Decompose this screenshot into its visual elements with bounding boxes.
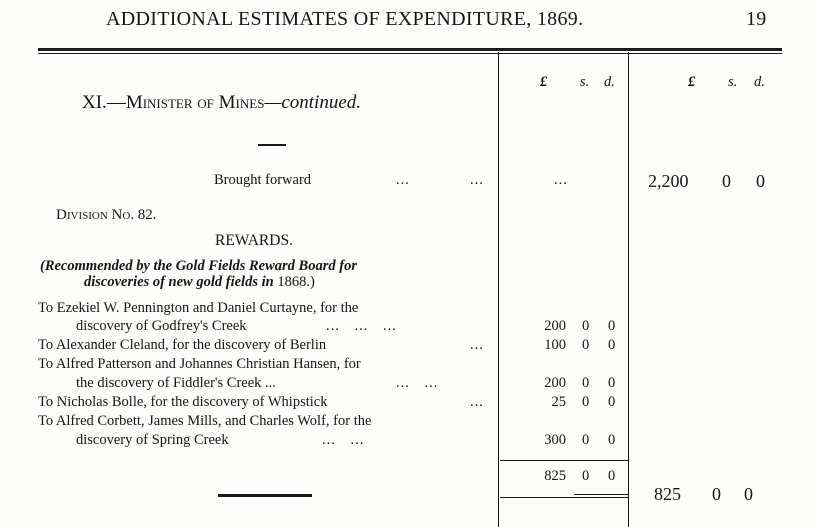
right-pence-heading: d. [754,74,765,90]
item-5-pounds: 300 [544,432,566,448]
subtotal-rule-bottom-2 [500,497,628,498]
item-5-line-1: To Alfred Corbett, James Mills, and Charles Wolf, for the [38,413,372,429]
subtotal-rule-bottom [574,494,628,495]
item-3-pounds: 200 [544,375,566,391]
left-shilling-heading: s. [580,74,590,90]
subtotal-shillings: 0 [582,468,590,484]
item-1-pounds: 200 [544,318,566,334]
item-5-shillings: 0 [582,432,590,448]
item-1-shillings: 0 [582,318,590,334]
total-pence: 0 [744,484,753,504]
item-4-line-1: To Nicholas Bolle, for the discovery of Whipstick [38,394,328,410]
item-5-dots: ... ... [322,432,365,448]
item-2-shillings: 0 [582,337,590,353]
note-line-2 [84,274,315,291]
section-divider [258,144,286,146]
column-rule-1 [498,52,499,527]
note-line-2-italic: discoveries of new gold fields in [84,274,274,290]
item-4-shillings: 0 [582,394,590,410]
item-3-dots: ... ... [396,375,439,391]
note-line-1: (Recommended by the Gold Fields Reward Board for [40,258,357,274]
section-suffix: —continued. [264,92,362,113]
brought-forward-label: Brought forward [214,172,312,188]
left-pence-heading: d. [604,74,615,90]
item-3-line-2: the discovery of Fiddler's Creek ... [76,375,276,391]
page-number: 19 [746,8,767,30]
division-label: Division No. 82. [56,207,157,223]
item-3-shillings: 0 [582,375,590,391]
item-1-line-2: discovery of Godfrey's Creek [76,318,247,334]
left-pound-heading: £ [540,74,548,90]
item-2-pence: 0 [608,337,616,353]
item-1-line-1: To Ezekiel W. Pennington and Daniel Curtayne, for the [38,300,359,316]
brought-forward-dots-1: ... [396,172,410,188]
page-header-title: ADDITIONAL ESTIMATES OF EXPENDITURE, 1869. [106,8,584,30]
right-shilling-heading: s. [728,74,738,90]
total-pounds: 825 [654,484,681,504]
item-5-line-2: discovery of Spring Creek [76,432,229,448]
subtotal-pounds: 825 [544,468,566,484]
closing-rule [218,494,312,497]
section-name: Minister of Mines [125,92,265,113]
item-4-dots: ... [470,394,484,410]
subtotal-rule-top [500,460,628,461]
item-5-pence: 0 [608,432,616,448]
note-line-2-year: 1868.) [277,274,315,290]
brought-forward-shillings: 0 [722,171,731,191]
item-2-pounds: 100 [544,337,566,353]
rewards-heading: REWARDS. [215,232,293,249]
item-1-pence: 0 [608,318,616,334]
item-1-dots: ... ... ... [326,318,397,334]
item-2-dots: ... [470,337,484,353]
brought-forward-pounds: 2,200 [648,171,689,191]
brought-forward-pence: 0 [756,171,765,191]
right-pound-heading: £ [688,74,696,90]
brought-forward-dots-2: ... [470,172,484,188]
item-4-pounds: 25 [551,394,566,410]
header-rule-thick [38,48,782,51]
section-dash: — [106,92,126,113]
header-rule-thin [38,53,782,54]
column-rule-2 [628,52,629,527]
item-4-pence: 0 [608,394,616,410]
subtotal-pence: 0 [608,468,616,484]
item-3-pence: 0 [608,375,616,391]
item-3-line-1: To Alfred Patterson and Johannes Christian Hansen, for [38,356,361,372]
brought-forward-left-value: ... [554,172,568,188]
item-2-line-1: To Alexander Cleland, for the discovery of Berlin [38,337,327,353]
section-numeral: XI. [82,92,107,113]
section-title [82,92,361,114]
total-shillings: 0 [712,484,721,504]
